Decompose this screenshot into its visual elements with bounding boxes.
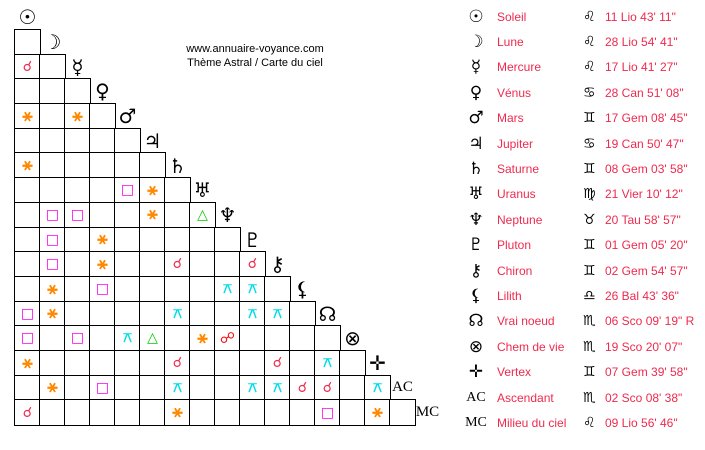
aspect-cell: [189, 276, 216, 302]
planet-position: 02 Sco 08' 38": [605, 390, 683, 405]
aspect-cell: [39, 301, 66, 327]
aspect-cell: [89, 251, 116, 277]
aspect-cell: [239, 350, 266, 376]
legend-row: [455, 55, 703, 80]
aspect-cell: [114, 152, 141, 178]
legend-row: [455, 309, 703, 334]
aspect-cell: [164, 177, 191, 203]
aspect-conjunction-icon: ☌: [272, 355, 283, 372]
aspect-cell: [264, 350, 291, 376]
aspect-cell: [139, 350, 166, 376]
legend-row: [455, 182, 703, 207]
aspect-cell: [189, 325, 216, 351]
aspect-square-icon: □: [95, 281, 110, 298]
aspect-square-icon: □: [320, 404, 335, 421]
aspect-cell: [64, 251, 91, 277]
aspect-cell: [14, 54, 41, 80]
planet-name: Lune: [497, 35, 524, 50]
planet-glyph-icon: ☊: [468, 311, 484, 332]
planet-glyph-icon: ♃: [143, 128, 162, 153]
aspect-cell: [114, 375, 141, 401]
aspect-cell: [14, 350, 41, 376]
aspect-cell: [14, 325, 41, 351]
aspect-cell: [39, 227, 66, 253]
planet-glyph-icon: ♅: [193, 178, 212, 203]
aspect-cell: [289, 350, 316, 376]
planet-name: Saturne: [497, 162, 540, 177]
aspect-cell: [139, 301, 166, 327]
aspect-sextile-icon: ⚹: [22, 105, 33, 126]
planet-glyph-icon: ⚷: [270, 252, 285, 277]
aspect-cell: [64, 350, 91, 376]
aspect-cell: [64, 78, 91, 104]
aspect-cell: [64, 227, 91, 253]
aspect-cell: [14, 301, 41, 327]
aspect-cell: [14, 375, 41, 401]
aspect-cell: [189, 399, 216, 425]
planet-glyph-icon: ♇: [468, 235, 484, 256]
legend-row: [455, 359, 703, 384]
planet-glyph-icon: ⊗: [344, 326, 361, 351]
aspect-cell: [314, 350, 341, 376]
aspect-cell: [139, 276, 166, 302]
aspect-cell: [14, 276, 41, 302]
zodiac-sign-icon: ♊: [583, 110, 596, 127]
aspect-cell: [289, 301, 316, 327]
aspect-cell: [114, 301, 141, 327]
legend-row: [455, 410, 703, 435]
aspect-square-icon: □: [45, 231, 60, 248]
planet-glyph-icon: ♂: [468, 108, 484, 129]
aspect-cell: [139, 325, 166, 351]
planet-glyph-icon: AC: [466, 389, 486, 405]
aspect-quincunx-icon: ⚻: [247, 281, 258, 298]
aspect-cell: [239, 276, 266, 302]
aspect-sextile-icon: ⚹: [22, 155, 33, 176]
planet-glyph-icon: ☿: [470, 57, 482, 78]
aspect-conjunction-icon: ☌: [322, 379, 333, 396]
aspect-square-icon: □: [95, 379, 110, 396]
legend-row: [455, 334, 703, 359]
aspect-cell: [214, 276, 241, 302]
planet-name: Vrai noeud: [497, 314, 555, 329]
planet-position: 17 Lio 41' 27": [605, 60, 678, 75]
aspect-cell: [314, 399, 341, 425]
aspect-cell: [214, 301, 241, 327]
aspect-cell: [189, 202, 216, 228]
aspect-grid: [15, 5, 465, 435]
aspect-sextile-icon: ⚹: [47, 377, 58, 398]
planet-position: 17 Gem 08' 45": [605, 111, 688, 126]
planet-position: 11 Lio 43' 11": [605, 9, 676, 24]
aspect-cell: [14, 128, 41, 154]
aspect-cell: [14, 152, 41, 178]
planet-glyph-icon: ♆: [218, 202, 237, 227]
legend-row: [455, 233, 703, 258]
planet-glyph-icon: ☊: [318, 301, 337, 326]
planet-glyph-icon: ♄: [468, 159, 484, 180]
legend-row: [455, 131, 703, 156]
planet-name: Mars: [497, 111, 524, 126]
aspect-cell: [164, 202, 191, 228]
aspect-cell: [114, 227, 141, 253]
zodiac-sign-icon: ♊: [583, 262, 596, 279]
aspect-cell: [164, 251, 191, 277]
aspect-cell: [189, 227, 216, 253]
aspect-conjunction-icon: ☌: [22, 58, 33, 75]
aspect-conjunction-icon: ☌: [297, 379, 308, 396]
planet-glyph-icon: ⚸: [469, 285, 483, 306]
aspect-cell: [364, 399, 391, 425]
aspect-square-icon: □: [70, 330, 85, 347]
aspect-cell: [214, 399, 241, 425]
aspect-cell: [14, 78, 41, 104]
aspect-quincunx-icon: ⚻: [172, 305, 183, 322]
planet-name: Vénus: [497, 85, 532, 100]
aspect-cell: [239, 375, 266, 401]
planet-name: Mercure: [497, 60, 542, 75]
zodiac-sign-icon: ♉: [583, 211, 596, 228]
planet-name: Uranus: [497, 187, 536, 202]
aspect-cell: [39, 128, 66, 154]
zodiac-sign-icon: ♎: [583, 287, 596, 304]
aspect-cell: [114, 350, 141, 376]
aspect-cell: [239, 251, 266, 277]
planet-glyph-icon: ☽: [43, 30, 62, 55]
zodiac-sign-icon: ♏: [583, 313, 596, 330]
aspect-cell: [239, 399, 266, 425]
aspect-cell: [64, 128, 91, 154]
aspect-conjunction-icon: ☌: [247, 256, 258, 273]
aspect-cell: [14, 227, 41, 253]
aspect-cell: [14, 29, 41, 55]
aspect-cell: [39, 78, 66, 104]
zodiac-sign-icon: ♊: [583, 237, 596, 254]
aspect-cell: [314, 375, 341, 401]
planet-glyph-icon: ♀: [95, 79, 110, 104]
aspect-cell: [264, 375, 291, 401]
planet-name: Ascendant: [497, 390, 554, 405]
aspect-cell: [39, 325, 66, 351]
planet-name: Milieu du ciel: [497, 415, 567, 430]
aspect-cell: [64, 103, 91, 129]
aspect-cell: [139, 375, 166, 401]
page-subtitle: Thème Astral / Carte du ciel: [187, 57, 323, 69]
aspect-cell: [164, 227, 191, 253]
aspect-trine-icon: △: [197, 206, 208, 223]
planet-position: 19 Sco 20' 07": [605, 339, 683, 354]
aspect-cell: [39, 399, 66, 425]
aspect-cell: [64, 399, 91, 425]
aspect-cell: [14, 103, 41, 129]
aspect-cell: [214, 227, 241, 253]
planet-glyph-icon: ✛: [369, 351, 386, 376]
zodiac-sign-icon: ♏: [583, 389, 596, 406]
planet-name: Soleil: [497, 9, 527, 24]
planet-glyph-icon: ☉: [468, 6, 484, 27]
planet-name: Chem de vie: [497, 339, 565, 354]
aspect-cell: [164, 350, 191, 376]
aspect-cell: [89, 177, 116, 203]
planet-position: 20 Tau 58' 57": [605, 212, 681, 227]
legend-row: [455, 80, 703, 105]
aspect-cell: [39, 251, 66, 277]
planet-glyph-icon: ☿: [71, 54, 84, 79]
planet-glyph-icon: ♂: [118, 104, 137, 129]
aspect-cell: [39, 350, 66, 376]
aspect-cell: [189, 301, 216, 327]
aspect-cell: [164, 399, 191, 425]
zodiac-sign-icon: ♏: [583, 338, 596, 355]
aspect-cell: [89, 276, 116, 302]
aspect-cell: [89, 350, 116, 376]
aspect-cell: [39, 103, 66, 129]
zodiac-sign-icon: ♊: [583, 161, 596, 178]
aspect-quincunx-icon: ⚻: [272, 305, 283, 322]
aspect-conjunction-icon: ☌: [172, 355, 183, 372]
aspect-cell: [114, 325, 141, 351]
aspect-sextile-icon: ⚹: [22, 352, 33, 373]
aspect-cell: [364, 375, 391, 401]
aspect-cell: [39, 276, 66, 302]
aspect-cell: [64, 276, 91, 302]
aspect-cell: [64, 152, 91, 178]
aspect-sextile-icon: ⚹: [97, 253, 108, 274]
aspect-cell: [89, 103, 116, 129]
planet-position: 07 Gem 39' 58": [605, 365, 688, 380]
aspect-cell: [389, 399, 416, 425]
aspect-sextile-icon: ⚹: [97, 229, 108, 250]
aspect-cell: [214, 325, 241, 351]
aspect-trine-icon: △: [147, 330, 158, 347]
planet-glyph-icon: ♃: [468, 133, 484, 154]
aspect-cell: [189, 251, 216, 277]
planet-glyph-icon: ⚸: [295, 277, 310, 302]
aspect-cell: [264, 399, 291, 425]
zodiac-sign-icon: ♌: [583, 8, 596, 25]
aspect-cell: [164, 301, 191, 327]
aspect-sextile-icon: ⚹: [72, 105, 83, 126]
aspect-cell: [139, 177, 166, 203]
planet-glyph-icon: ♄: [168, 153, 187, 178]
aspect-sextile-icon: ⚹: [172, 402, 183, 423]
aspect-cell: [189, 350, 216, 376]
site-url: www.annuaire-voyance.com: [186, 43, 324, 55]
aspect-cell: [39, 54, 66, 80]
aspect-cell: [64, 202, 91, 228]
aspect-cell: [214, 350, 241, 376]
aspect-quincunx-icon: ⚻: [322, 355, 333, 372]
aspect-cell: [14, 399, 41, 425]
aspect-cell: [39, 202, 66, 228]
zodiac-sign-icon: ♋: [583, 84, 596, 101]
legend-row: [455, 207, 703, 232]
aspect-cell: [89, 227, 116, 253]
aspect-cell: [139, 227, 166, 253]
aspect-cell: [14, 177, 41, 203]
aspect-square-icon: □: [120, 182, 135, 199]
aspect-cell: [139, 202, 166, 228]
aspect-sextile-icon: ⚹: [147, 204, 158, 225]
zodiac-sign-icon: ♋: [583, 135, 596, 152]
planet-position: 08 Gem 03' 58": [605, 162, 688, 177]
zodiac-sign-icon: ♌: [583, 59, 596, 76]
planet-glyph-icon: MC: [415, 404, 440, 421]
aspect-cell: [189, 375, 216, 401]
aspect-cell: [214, 251, 241, 277]
aspect-cell: [39, 375, 66, 401]
aspect-cell: [164, 325, 191, 351]
aspect-cell: [89, 399, 116, 425]
legend-row: [455, 156, 703, 181]
planet-glyph-icon: ☉: [18, 5, 37, 30]
planet-glyph-icon: ⚷: [469, 260, 483, 281]
aspect-square-icon: □: [20, 330, 35, 347]
planet-name: Neptune: [497, 212, 543, 227]
aspect-sextile-icon: ⚹: [47, 303, 58, 324]
aspect-sextile-icon: ⚹: [47, 278, 58, 299]
aspect-cell: [89, 301, 116, 327]
planet-position: 28 Lio 54' 41": [605, 35, 678, 50]
planet-glyph-icon: ⊗: [468, 336, 484, 357]
aspect-cell: [139, 152, 166, 178]
planet-position: 06 Sco 09' 19" R: [605, 314, 695, 329]
planet-glyph-icon: ♆: [468, 209, 484, 230]
zodiac-sign-icon: ♌: [583, 34, 596, 51]
aspect-square-icon: □: [45, 206, 60, 223]
aspect-conjunction-icon: ☌: [22, 404, 33, 421]
aspect-cell: [114, 276, 141, 302]
planet-glyph-icon: ✛: [468, 362, 484, 383]
aspect-sextile-icon: ⚹: [197, 327, 208, 348]
aspect-cell: [114, 399, 141, 425]
aspect-cell: [289, 399, 316, 425]
planet-glyph-icon: ☽: [468, 32, 484, 53]
aspect-cell: [289, 375, 316, 401]
aspect-cell: [114, 128, 141, 154]
legend-row: [455, 385, 703, 410]
aspect-square-icon: □: [45, 256, 60, 273]
legend-row: [455, 106, 703, 131]
aspect-quincunx-icon: ⚻: [272, 379, 283, 396]
planet-position: 26 Bal 43' 36": [605, 288, 679, 303]
aspect-cell: [264, 301, 291, 327]
aspect-sextile-icon: ⚹: [372, 402, 383, 423]
planet-name: Chiron: [497, 263, 533, 278]
aspect-quincunx-icon: ⚻: [172, 379, 183, 396]
aspect-cell: [289, 325, 316, 351]
aspect-cell: [89, 375, 116, 401]
aspect-cell: [14, 202, 41, 228]
aspect-cell: [64, 325, 91, 351]
aspect-cell: [89, 128, 116, 154]
planet-glyph-icon: ♅: [468, 184, 484, 205]
aspect-cell: [39, 177, 66, 203]
planet-position: 28 Can 51' 08": [605, 85, 684, 100]
planet-position: 01 Gem 05' 20": [605, 238, 688, 253]
planet-glyph-icon: AC: [392, 379, 413, 396]
aspect-conjunction-icon: ☌: [172, 256, 183, 273]
aspect-cell: [239, 301, 266, 327]
legend-row: [455, 4, 703, 29]
aspect-cell: [264, 325, 291, 351]
planet-position: 19 Can 50' 47": [605, 136, 684, 151]
planet-glyph-icon: ♀: [469, 82, 483, 103]
aspect-cell: [64, 177, 91, 203]
legend-row: [455, 283, 703, 308]
aspect-cell: [339, 399, 366, 425]
zodiac-sign-icon: ♊: [583, 364, 596, 381]
aspect-cell: [14, 251, 41, 277]
aspect-sextile-icon: ⚹: [147, 179, 158, 200]
aspect-cell: [114, 177, 141, 203]
legend-row: [455, 258, 703, 283]
aspect-cell: [89, 202, 116, 228]
aspect-cell: [114, 251, 141, 277]
aspect-square-icon: □: [70, 206, 85, 223]
aspect-cell: [89, 152, 116, 178]
planet-position: 02 Gem 54' 57": [605, 263, 688, 278]
aspect-cell: [64, 375, 91, 401]
aspect-cell: [64, 301, 91, 327]
aspect-square-icon: □: [20, 305, 35, 322]
zodiac-sign-icon: ♌: [583, 414, 596, 431]
aspect-quincunx-icon: ⚻: [247, 379, 258, 396]
aspect-quincunx-icon: ⚻: [222, 281, 233, 298]
planet-position: 21 Vier 10' 12": [605, 187, 683, 202]
planet-legend: [455, 4, 703, 436]
planet-position: 09 Lio 56' 46": [605, 415, 678, 430]
aspect-cell: [239, 325, 266, 351]
aspect-cell: [139, 251, 166, 277]
legend-row: [455, 29, 703, 54]
aspect-cell: [89, 325, 116, 351]
aspect-quincunx-icon: ⚻: [122, 330, 133, 347]
aspect-cell: [264, 276, 291, 302]
planet-glyph-icon: MC: [465, 414, 487, 430]
planet-glyph-icon: ♇: [243, 227, 262, 252]
aspect-opposition-icon: ☍: [219, 328, 236, 347]
planet-name: Lilith: [497, 288, 522, 303]
aspect-cell: [339, 350, 366, 376]
zodiac-sign-icon: ♍: [583, 186, 596, 203]
aspect-quincunx-icon: ⚻: [247, 305, 258, 322]
aspect-cell: [139, 399, 166, 425]
aspect-cell: [314, 325, 341, 351]
aspect-quincunx-icon: ⚻: [372, 379, 383, 396]
planet-name: Pluton: [497, 238, 532, 253]
aspect-cell: [214, 375, 241, 401]
aspect-cell: [339, 375, 366, 401]
aspect-cell: [39, 152, 66, 178]
aspect-cell: [164, 375, 191, 401]
planet-name: Jupiter: [497, 136, 534, 151]
aspect-cell: [164, 276, 191, 302]
aspect-cell: [114, 202, 141, 228]
planet-name: Vertex: [497, 365, 532, 380]
